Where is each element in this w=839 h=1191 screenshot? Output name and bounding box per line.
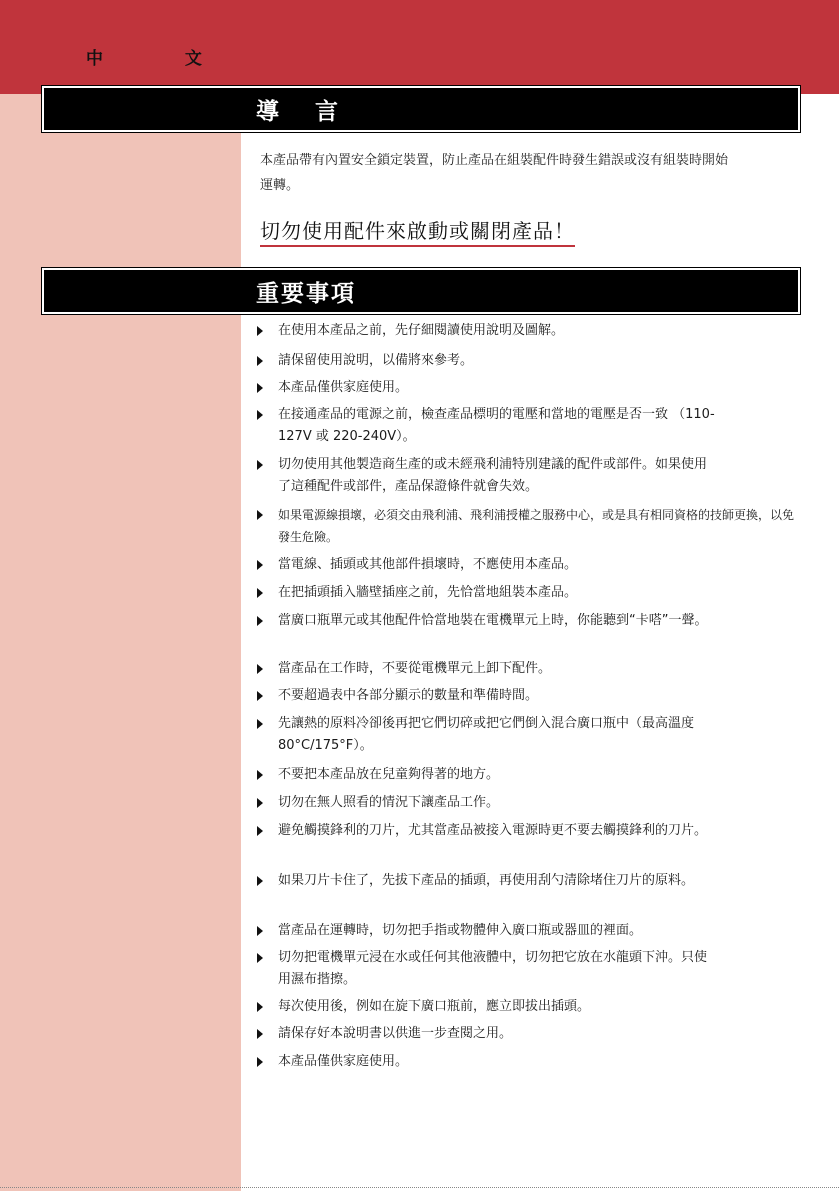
triangle-bullet-icon (257, 826, 263, 836)
list-item: 當電線、插頭或其他部件損壞時，不應使用本產品。 (257, 554, 802, 576)
list-item: 本產品僅供家庭使用。 (257, 377, 802, 399)
triangle-bullet-icon (257, 588, 263, 598)
triangle-bullet-icon (257, 770, 263, 780)
warning-callout: 切勿使用配件來啟動或關閉產品！ (260, 218, 575, 247)
triangle-bullet-icon (257, 410, 263, 420)
language-label: 中 文 (86, 49, 240, 69)
triangle-bullet-icon (257, 798, 263, 808)
triangle-bullet-icon (257, 356, 263, 366)
list-item: 本產品僅供家庭使用。 (257, 1051, 802, 1073)
list-item: 每次使用後，例如在旋下廣口瓶前，應立即拔出插頭。 (257, 996, 802, 1018)
triangle-bullet-icon (257, 560, 263, 570)
footer-dotted-rule (0, 1187, 839, 1188)
list-item: 當廣口瓶單元或其他配件恰當地裝在電機單元上時，你能聽到“卡嗒”一聲。 (257, 610, 802, 632)
triangle-bullet-icon (257, 691, 263, 701)
list-item: 不要把本產品放在兒童夠得著的地方。 (257, 764, 802, 786)
triangle-bullet-icon (257, 326, 263, 336)
list-item: 先讓熱的原料冷卻後再把它們切碎或把它們倒入混合廣口瓶中（最高溫度 80°C/175°F）。 (257, 713, 802, 757)
triangle-bullet-icon (257, 953, 263, 963)
list-item: 當產品在工作時，不要從電機單元上卸下配件。 (257, 658, 802, 680)
triangle-bullet-icon (257, 616, 263, 626)
list-item: 如果刀片卡住了，先拔下產品的插頭，再使用刮勺清除堵住刀片的原料。 (257, 870, 802, 892)
list-item: 在把插頭插入牆壁插座之前，先恰當地組裝本產品。 (257, 582, 802, 604)
list-item: 如果電源線損壞，必須交由飛利浦、飛利浦授權之服務中心，或是具有相同資格的技師更換，以免發生危險。 (257, 504, 802, 548)
triangle-bullet-icon (257, 1057, 263, 1067)
list-item: 在使用本產品之前，先仔細閱讀使用說明及圖解。 (257, 320, 802, 342)
triangle-bullet-icon (257, 510, 263, 520)
list-item: 當產品在運轉時，切勿把手指或物體伸入廣口瓶或器皿的裡面。 (257, 920, 802, 942)
triangle-bullet-icon (257, 1029, 263, 1039)
triangle-bullet-icon (257, 719, 263, 729)
list-item: 切勿使用其他製造商生產的或未經飛利浦特別建議的配件或部件。如果使用了這種配件或部件，產品保證條件就會失效。 (257, 454, 802, 498)
section-bar-introduction (42, 86, 800, 132)
triangle-bullet-icon (257, 876, 263, 886)
section-title-important: 重要事項 (256, 281, 356, 307)
list-item: 不要超過表中各部分顯示的數量和準備時間。 (257, 685, 802, 707)
section-bar-important (42, 268, 800, 314)
list-item: 避免觸摸鋒利的刀片，尤其當產品被接入電源時更不要去觸摸鋒利的刀片。 (257, 820, 802, 842)
list-item: 在接通產品的電源之前，檢查產品標明的電壓和當地的電壓是否一致 （110-127V 或 220-240V）。 (257, 404, 802, 448)
intro-paragraph: 本產品帶有內置安全鎖定裝置，防止產品在組裝配件時發生錯誤或沒有組裝時開始運轉。 (260, 153, 729, 193)
triangle-bullet-icon (257, 664, 263, 674)
triangle-bullet-icon (257, 1002, 263, 1012)
list-item: 請保存好本說明書以供進一步查閱之用。 (257, 1023, 802, 1045)
left-margin-column (0, 94, 241, 1191)
header-band (0, 0, 839, 94)
triangle-bullet-icon (257, 383, 263, 393)
list-item: 請保留使用說明，以備將來參考。 (257, 350, 802, 372)
triangle-bullet-icon (257, 460, 263, 470)
list-item: 切勿把電機單元浸在水或任何其他液體中，切勿把它放在水龍頭下沖。只使用濕布揩擦。 (257, 947, 802, 991)
section-title-introduction: 導 言 (256, 99, 353, 125)
triangle-bullet-icon (257, 926, 263, 936)
list-item: 切勿在無人照看的情況下讓產品工作。 (257, 792, 802, 814)
